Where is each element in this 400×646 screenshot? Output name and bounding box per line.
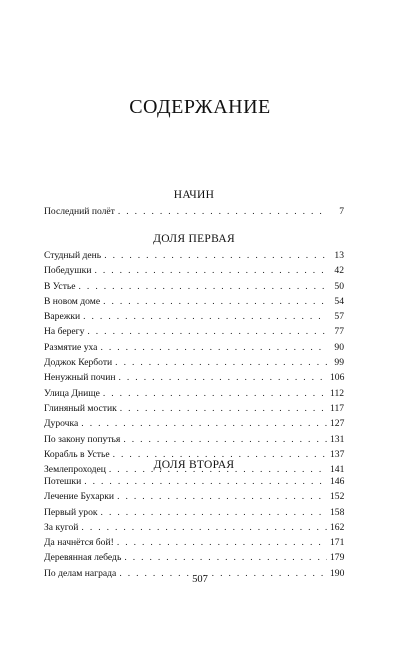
section-dolya-pervaya (44, 230, 344, 477)
toc-entry-page: 90 (334, 341, 344, 353)
toc-entry-title: Дурочка (44, 418, 79, 430)
toc-entry-page: 179 (330, 552, 345, 564)
dot-leader (123, 432, 327, 447)
toc-entry (44, 340, 344, 355)
page-title: СОДЕРЖАНИЕ (129, 96, 271, 118)
toc-entry-page: 131 (330, 433, 345, 445)
toc-entry-title: Деревянная лебедь (44, 552, 122, 564)
toc-entry-title: Глиняный мостик (44, 402, 117, 414)
toc-entry-title: По делам награда (44, 567, 117, 579)
dot-leader (79, 279, 327, 294)
toc-entry-page: 77 (334, 326, 344, 338)
page-number: 507 (192, 574, 208, 585)
toc-entry (44, 324, 344, 339)
toc-entry-page: 13 (334, 250, 344, 261)
toc-entry-title: Корабль в Устье (44, 448, 110, 460)
toc-entries (44, 204, 344, 219)
toc-entry-title: Размятие уха (44, 341, 98, 353)
toc-entry (44, 294, 344, 309)
toc-entry (44, 355, 344, 370)
toc-entry-title: Последний полёт (44, 206, 115, 217)
toc-entry-page: 190 (330, 567, 345, 579)
dot-leader (104, 248, 327, 263)
toc-entry-page: 127 (330, 418, 345, 430)
toc-entry (44, 416, 344, 431)
dot-leader (100, 340, 327, 355)
toc-entry (44, 386, 344, 401)
dot-leader (115, 355, 327, 370)
toc-entry (44, 520, 344, 535)
toc-entry-title: Лечение Бухарки (44, 491, 115, 503)
dot-leader (84, 474, 327, 489)
toc-entry-title: Доджок Керботи (44, 357, 113, 369)
dot-leader (81, 416, 327, 431)
toc-entry-page: 117 (330, 402, 345, 414)
toc-entry-page: 42 (334, 265, 344, 277)
toc-entry-page: 112 (330, 387, 345, 399)
toc-entry-title: За кугой (44, 521, 79, 533)
toc-entry (44, 370, 344, 385)
dot-leader (94, 263, 327, 278)
toc-entry (44, 535, 344, 550)
toc-entry (44, 263, 344, 278)
toc-entries (44, 248, 344, 477)
toc-entry-title: В новом доме (44, 295, 101, 307)
dot-leader (83, 309, 327, 324)
toc-entry-page: 141 (330, 464, 345, 476)
dot-leader (118, 204, 327, 219)
section-heading: ДОЛЯ ВТОРАЯ (153, 459, 235, 471)
toc-entry (44, 248, 344, 263)
toc-entry (44, 474, 344, 489)
section-heading: ДОЛЯ ПЕРВАЯ (153, 233, 235, 245)
toc-entry-page: 152 (330, 491, 345, 503)
toc-entry-page: 171 (330, 537, 345, 549)
toc-entry (44, 489, 344, 504)
toc-entry (44, 550, 344, 565)
section-dolya-vtoraya (44, 456, 344, 581)
toc-entry-title: Варежки (44, 311, 81, 323)
toc-entry (44, 204, 344, 219)
section-nachin (44, 186, 344, 219)
dot-leader (119, 370, 327, 385)
toc-entry-title: Студный день (44, 250, 102, 261)
toc-entry-page: 50 (334, 280, 344, 292)
toc-entry-page: 146 (330, 476, 345, 487)
dot-leader (87, 324, 327, 339)
toc-entry (44, 279, 344, 294)
toc-entry-page: 7 (339, 206, 344, 217)
toc-entry-page: 54 (334, 295, 344, 307)
toc-entry-page: 137 (330, 448, 345, 460)
toc-entry-page: 99 (334, 357, 344, 369)
toc-entry-title: Победушки (44, 265, 92, 277)
toc-entries (44, 474, 344, 581)
toc-entry-page: 162 (330, 521, 345, 533)
toc-entry-title: В Устье (44, 280, 76, 292)
toc-entry-page: 158 (330, 506, 345, 518)
toc-entry (44, 309, 344, 324)
toc-entry-title: На берегу (44, 326, 85, 338)
toc-entry-title: Первый урок (44, 506, 98, 518)
toc-entry-page: 106 (330, 372, 345, 384)
toc-entry-title: Улица Днище (44, 387, 100, 399)
toc-entry (44, 401, 344, 416)
toc-entry-page: 57 (334, 311, 344, 323)
toc-entry-title: Потешки (44, 476, 82, 487)
dot-leader (117, 535, 327, 550)
toc-entry-title: Землепроходец (44, 464, 106, 476)
dot-leader (120, 401, 327, 416)
dot-leader (117, 489, 327, 504)
dot-leader (81, 520, 327, 535)
toc-entry-title: По закону попутья (44, 433, 121, 445)
dot-leader (103, 386, 327, 401)
dot-leader (101, 505, 327, 520)
dot-leader (103, 294, 327, 309)
toc-entry (44, 505, 344, 520)
section-heading: НАЧИН (173, 189, 215, 201)
dot-leader (124, 550, 327, 565)
toc-entry-title: Ненужный почин (44, 372, 116, 384)
toc-entry-title: Да начнётся бой! (44, 537, 114, 549)
toc-entry (44, 432, 344, 447)
